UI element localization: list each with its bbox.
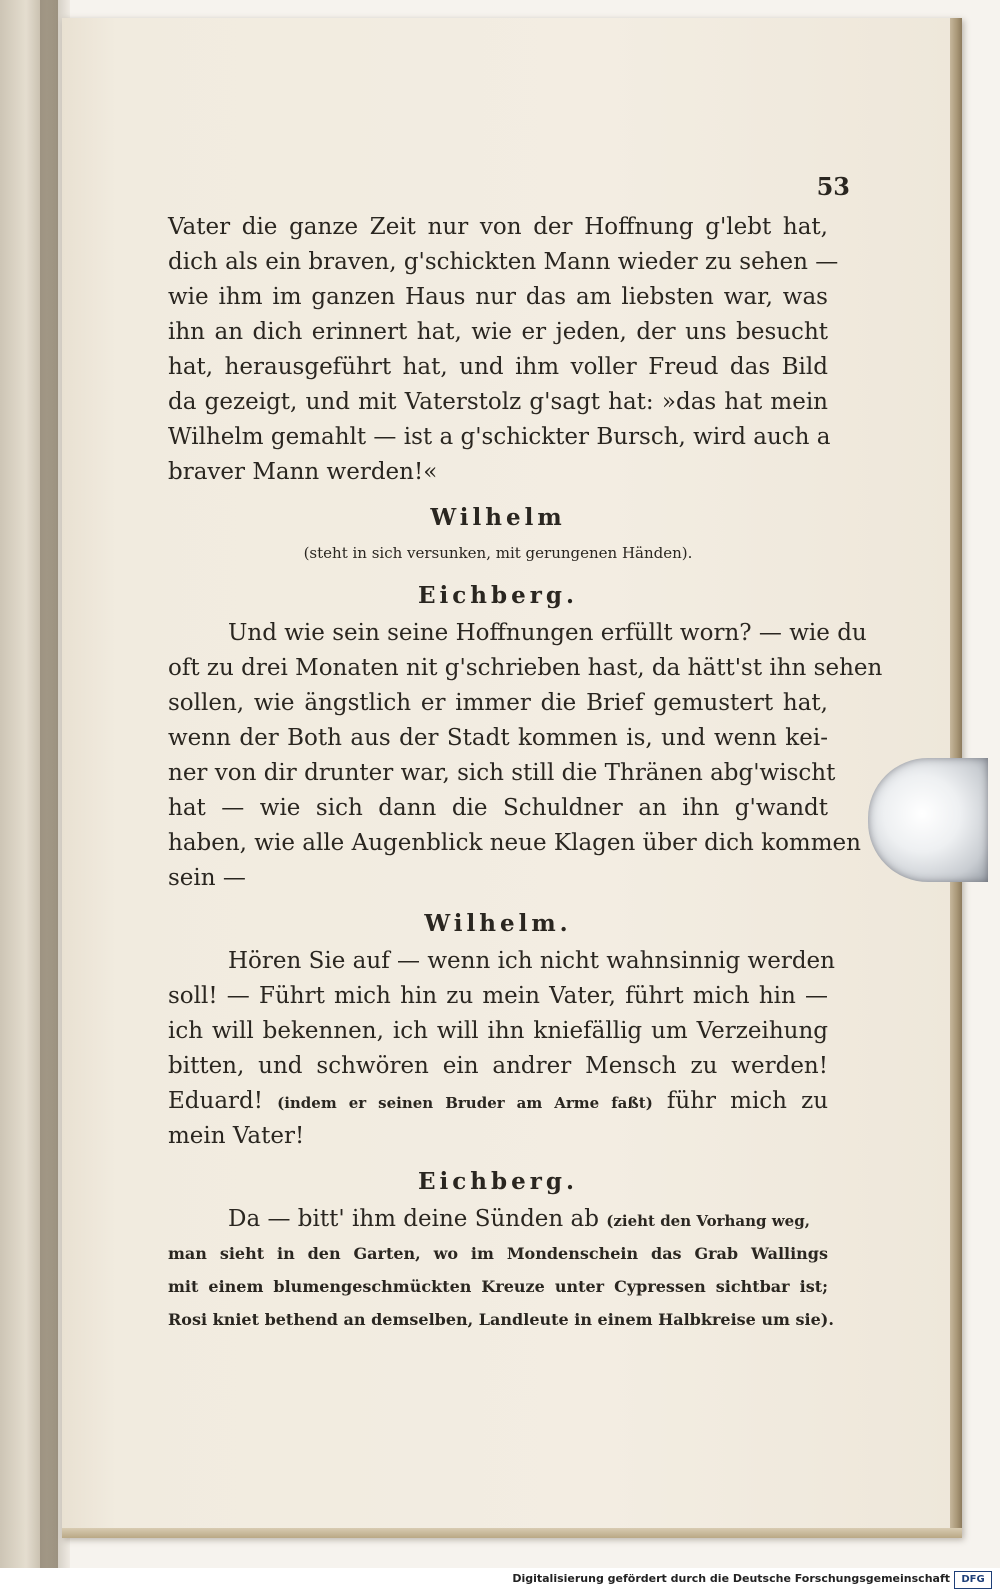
- text-line: sollen, wie ängstlich er immer die Brief gemustert hat,: [168, 690, 828, 716]
- text-line-mixed: [168, 1202, 828, 1237]
- text-segment: führ mich zu: [666, 1088, 829, 1114]
- text-line: wenn der Both aus der Stadt kommen is, und wenn kei-: [168, 725, 828, 751]
- stage-direction-inline: (zieht den Vorhang weg,: [606, 1212, 810, 1230]
- dfg-logo-icon: DFG: [954, 1571, 992, 1589]
- stage-direction-inline: (indem er seinen Bruder am Arme faßt): [277, 1094, 653, 1112]
- page-number: 53: [816, 172, 850, 201]
- text-line: dich als ein braven, g'schickten Mann wieder zu sehen —: [168, 249, 839, 275]
- text-line: Hören Sie auf — wenn ich nicht wahnsinnig werden: [228, 948, 835, 974]
- text-line: ich will bekennen, ich will ihn kniefällig um Verzeihung: [168, 1018, 828, 1044]
- text-line: oft zu drei Monaten nit g'schrieben hast, da hätt'st ihn sehen: [168, 655, 883, 681]
- footer-credit: Digitalisierung gefördert durch die Deutsche Forschungsgemeinschaft: [512, 1572, 950, 1585]
- text-line: ner von dir drunter war, sich still die Thränen abg'wischt: [168, 760, 836, 786]
- text-line: Vater die ganze Zeit nur von der Hoffnung g'lebt hat,: [168, 214, 828, 240]
- speaker-heading: Wilhelm: [430, 504, 566, 531]
- stage-direction: (steht in sich versunken, mit gerungenen Händen).: [303, 544, 693, 562]
- text-line: hat — wie sich dann die Schuldner an ihn g'wandt: [168, 795, 828, 821]
- text-line: sein —: [168, 865, 246, 891]
- speaker-heading: Wilhelm.: [424, 910, 572, 937]
- text-line-mixed: [168, 1084, 828, 1119]
- text-line: da gezeigt, und mit Vaterstolz g'sagt hat: »das hat mein: [168, 389, 828, 415]
- text-line: braver Mann werden!«: [168, 459, 438, 485]
- text-line: hat, herausgeführt hat, und ihm voller Freud das Bild: [168, 354, 828, 380]
- page-text: [168, 210, 883, 1336]
- text-line: haben, wie alle Augenblick neue Klagen über dich kommen: [168, 830, 861, 856]
- footer-bar: [0, 1568, 1000, 1592]
- speaker-heading: Eichberg.: [418, 582, 578, 609]
- text-line: ihn an dich erinnert hat, wie er jeden, der uns besucht: [168, 319, 828, 345]
- page-edge-bottom: [62, 1528, 962, 1538]
- text-line: soll! — Führt mich hin zu mein Vater, führt mich hin —: [168, 983, 828, 1009]
- text-segment: Da — bitt' ihm deine Sünden ab: [228, 1206, 599, 1232]
- stage-direction-line: Rosi kniet bethend an demselben, Landleute in einem Halbkreise um sie).: [168, 1310, 834, 1329]
- text-segment: Eduard!: [168, 1088, 263, 1114]
- text-line: Und wie sein seine Hoffnungen erfüllt worn? — wie du: [228, 620, 867, 646]
- page-clip: [868, 758, 988, 882]
- stage-direction-line: man sieht in den Garten, wo im Mondenschein das Grab Wallings: [168, 1244, 828, 1263]
- speaker-heading: Eichberg.: [418, 1168, 578, 1195]
- text-line: Wilhelm gemahlt — ist a g'schickter Bursch, wird auch a: [168, 424, 831, 450]
- text-line: wie ihm im ganzen Haus nur das am liebsten war, was: [168, 284, 828, 310]
- text-line: bitten, und schwören ein andrer Mensch zu werden!: [168, 1053, 828, 1079]
- stage-direction-line: mit einem blumengeschmückten Kreuze unter Cypressen sichtbar ist;: [168, 1277, 828, 1296]
- text-line: mein Vater!: [168, 1123, 305, 1149]
